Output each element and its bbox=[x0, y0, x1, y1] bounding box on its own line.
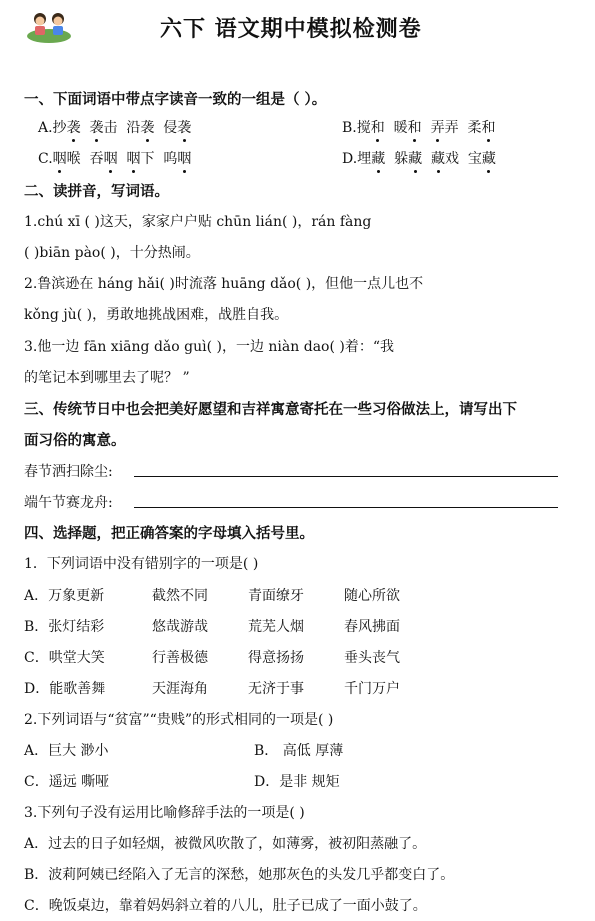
s2-line-2: ( )biān pào( )，十分热闹。 bbox=[24, 245, 200, 261]
s1-option-d: D.埋藏 躲藏 藏戏 宝藏 bbox=[342, 151, 496, 167]
s4-q1-row-b-3: 荒芜人烟 bbox=[248, 619, 304, 635]
s4-q3-option-c: C．晚饭桌边，靠着妈妈斜立着的八儿，肚子已成了一面小鼓了。 bbox=[24, 898, 427, 914]
s4-q1-row-a-4: 随心所欲 bbox=[344, 588, 400, 604]
s2-line-5: 3.他一边 fān xiāng dǎo guì( )，一边 niàn dao( )着：“我 bbox=[24, 339, 394, 355]
section-3-heading-line-2: 面习俗的寓意。 bbox=[24, 433, 126, 449]
s4-q1-row-c-4: 垂头丧气 bbox=[344, 650, 400, 666]
s4-q2-stem: 2.下列词语与“贫富”“贵贱”的形式相同的一项是( ) bbox=[24, 712, 334, 728]
s1-option-a: A.抄袭 袭击 沿袭 侵袭 bbox=[38, 120, 192, 136]
s4-q1-row-c-2: 行善极德 bbox=[152, 650, 208, 666]
section-2-heading: 二、读拼音，写词语。 bbox=[24, 184, 169, 200]
s4-q1-row-a-1: A．万象更新 bbox=[24, 588, 105, 604]
s3-answer-line-2[interactable] bbox=[134, 507, 558, 508]
section-3-heading-line-1: 三、传统节日中也会把美好愿望和吉祥寓意寄托在一些习俗做法上，请写出下 bbox=[24, 402, 517, 418]
page-title: 六下 语文期中模拟检测卷 bbox=[160, 17, 422, 42]
s4-q1-row-c-3: 得意扬扬 bbox=[248, 650, 304, 666]
s4-q1-row-b-4: 春风拂面 bbox=[344, 619, 400, 635]
section-1-heading: 一、下面词语中带点字读音一致的一组是（ ）。 bbox=[24, 92, 327, 108]
s2-line-4: kǒng jù( )，勇敢地挑战困难，战胜自我。 bbox=[24, 307, 289, 323]
s3-answer-line-1[interactable] bbox=[134, 476, 558, 477]
s3-question-2: 端午节赛龙舟: bbox=[24, 495, 113, 511]
s1-option-c: C.咽喉 吞咽 咽下 呜咽 bbox=[38, 151, 192, 167]
s4-q1-stem: 1．下列词语中没有错别字的一项是( ) bbox=[24, 556, 259, 572]
s4-q3-option-a: A．过去的日子如轻烟，被微风吹散了，如薄雾，被初阳蒸融了。 bbox=[24, 836, 427, 852]
s2-line-3: 2.鲁滨逊在 háng hǎi( )时流落 huāng dǎo( )，但他一点儿也不 bbox=[24, 276, 424, 292]
section-4-heading: 四、选择题，把正确答案的字母填入括号里。 bbox=[24, 526, 314, 542]
s3-question-1: 春节洒扫除尘: bbox=[24, 464, 113, 480]
s4-q2-option-a: A．巨大 渺小 bbox=[24, 743, 109, 759]
s4-q2-option-c: C．遥远 嘶哑 bbox=[24, 774, 110, 790]
s1-option-b: B.搅和 暖和 弄弄 柔和 bbox=[342, 120, 496, 136]
s4-q1-row-d-3: 无济于事 bbox=[248, 681, 304, 697]
school-kids-logo-icon bbox=[26, 10, 72, 44]
s4-q2-option-b: B． 高低 厚薄 bbox=[254, 743, 344, 759]
s4-q1-row-d-1: D．能歌善舞 bbox=[24, 681, 106, 697]
s4-q2-option-d: D．是非 规矩 bbox=[254, 774, 340, 790]
s4-q3-option-b: B．波莉阿姨已经陷入了无言的深愁，她那灰色的头发几乎都变白了。 bbox=[24, 867, 455, 883]
s4-q1-row-b-1: B．张灯结彩 bbox=[24, 619, 105, 635]
s4-q1-row-a-2: 截然不同 bbox=[152, 588, 208, 604]
s4-q3-stem: 3.下列句子没有运用比喻修辞手法的一项是( ) bbox=[24, 805, 305, 821]
s4-q1-row-d-4: 千门万户 bbox=[344, 681, 400, 697]
s4-q1-row-b-2: 悠哉游哉 bbox=[152, 619, 208, 635]
s4-q1-row-c-1: C．哄堂大笑 bbox=[24, 650, 105, 666]
s4-q1-row-a-3: 青面缭牙 bbox=[248, 588, 304, 604]
s4-q1-row-d-2: 天涯海角 bbox=[152, 681, 208, 697]
s2-line-1: 1.chú xī ( )这天，家家户户贴 chūn lián( )，rán fàng bbox=[24, 214, 372, 230]
s2-line-6: 的笔记本到哪里去了呢？ ” bbox=[24, 370, 190, 386]
